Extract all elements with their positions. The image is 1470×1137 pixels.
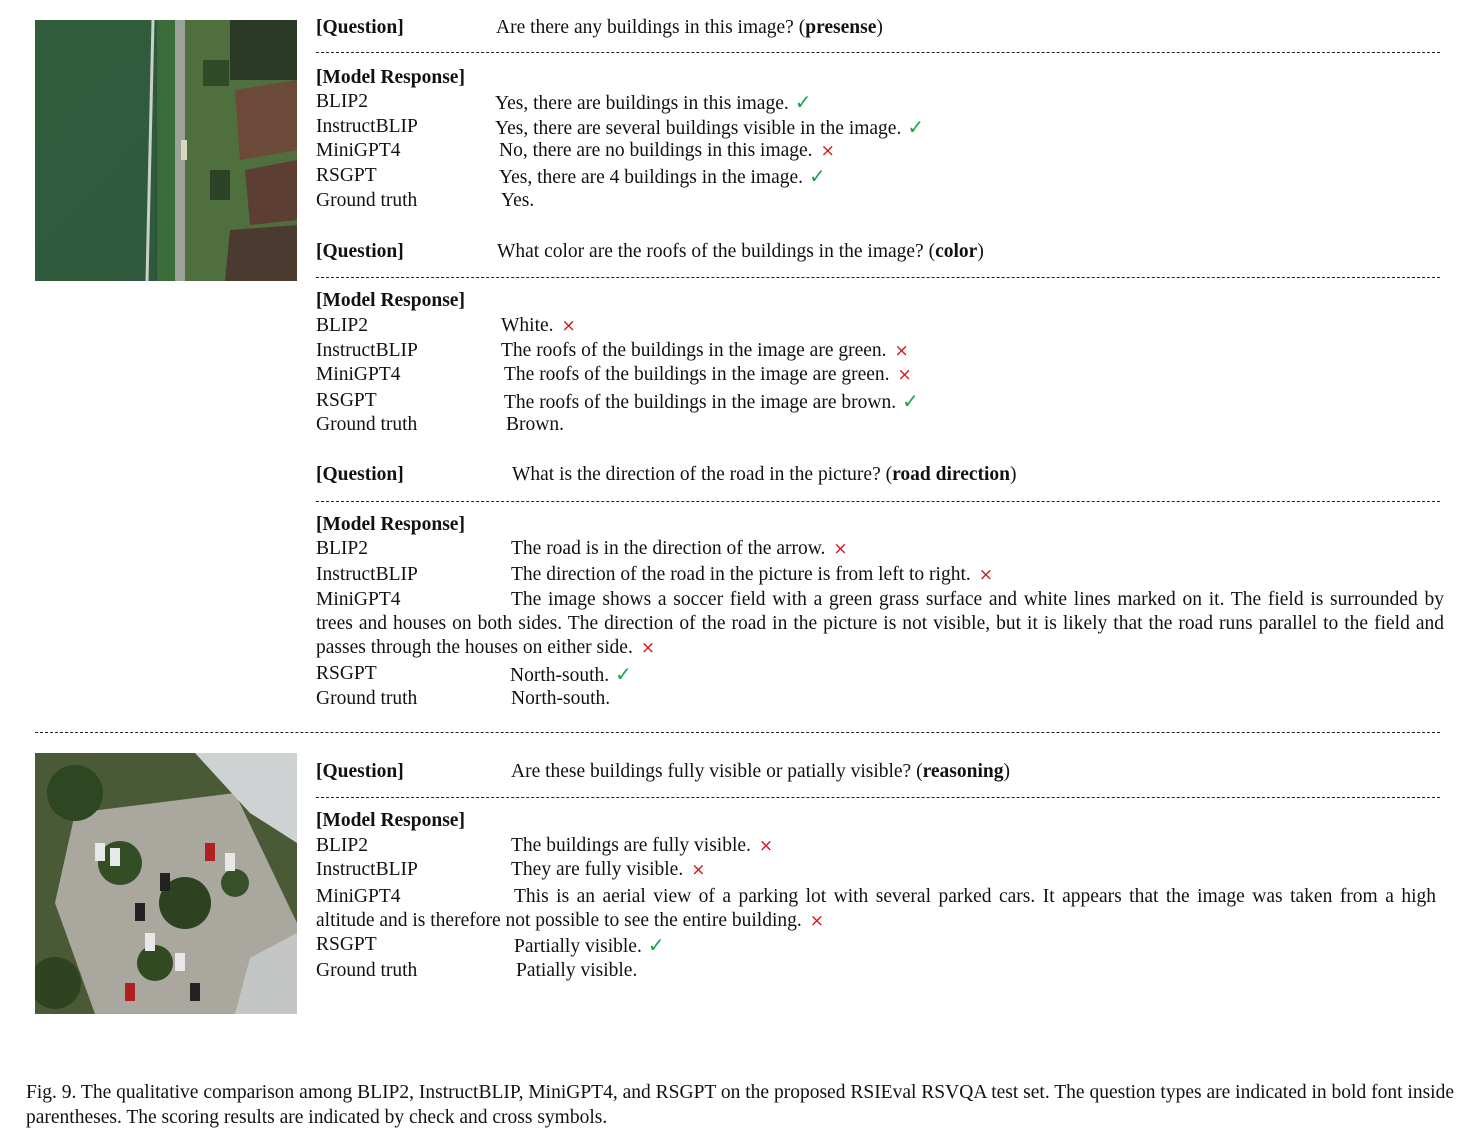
model-answer: White. ×: [501, 315, 576, 336]
check-icon: ✓: [809, 164, 826, 188]
cross-icon: ×: [820, 141, 835, 161]
model-name: BLIP2: [316, 538, 369, 559]
divider: [316, 52, 1440, 53]
cross-icon: ×: [894, 341, 909, 361]
model-name: InstructBLIP: [316, 116, 418, 137]
check-icon: ✓: [907, 115, 925, 139]
model-name: MiniGPT4: [316, 589, 401, 610]
model-name: RSGPT: [316, 165, 377, 186]
model-name: InstructBLIP: [316, 340, 418, 361]
model-answer: They are fully visible. ×: [511, 859, 706, 880]
divider: [316, 277, 1440, 278]
cross-icon: ×: [691, 860, 706, 880]
model-answer-long: MiniGPT4 This is an aerial view of a parking lot with several parked cars. It appears that the image was taken from a high altitude and is therefore not possible to see the entire building. ×: [316, 886, 1436, 931]
aerial-image-soccer-field: [35, 20, 297, 281]
section-separator: [35, 732, 1440, 733]
check-icon: ✓: [647, 933, 665, 957]
model-response-label: [Model Response]: [316, 290, 465, 311]
question-type: road direction: [892, 464, 1011, 485]
cross-icon: ×: [833, 539, 848, 559]
question-type: reasoning: [922, 761, 1004, 782]
question-type: color: [935, 241, 978, 262]
model-name: Ground truth: [316, 414, 418, 435]
model-answer: The buildings are fully visible. ×: [511, 835, 774, 856]
question-type: presense: [805, 17, 877, 38]
cross-icon: ×: [978, 565, 993, 585]
model-answer: The direction of the road in the picture is from left to right. ×: [511, 564, 993, 585]
model-answer: Yes, there are 4 buildings in the image. ✓: [499, 164, 826, 188]
model-answer: The roofs of the buildings in the image are green. ×: [504, 364, 912, 385]
check-icon: ✓: [615, 662, 632, 686]
question-label: [Question]: [316, 17, 404, 38]
model-answer: Partially visible. ✓: [514, 933, 665, 957]
model-response-label: [Model Response]: [316, 810, 465, 831]
model-name: RSGPT: [316, 934, 377, 955]
model-name: InstructBLIP: [316, 859, 418, 880]
model-name: InstructBLIP: [316, 564, 418, 585]
model-name: RSGPT: [316, 663, 377, 684]
model-name: MiniGPT4: [316, 364, 401, 385]
divider: [316, 501, 1440, 502]
check-icon: ✓: [794, 90, 812, 114]
cross-icon: ×: [758, 836, 774, 856]
check-icon: ✓: [902, 389, 919, 413]
model-answer: Yes, there are several buildings visible in the image. ✓: [495, 115, 925, 139]
model-answer: North-south. ✓: [510, 662, 632, 686]
model-name: MiniGPT4: [316, 886, 401, 907]
model-answer: The roofs of the buildings in the image are brown. ✓: [504, 389, 919, 413]
model-response-label: [Model Response]: [316, 514, 465, 535]
question-label: [Question]: [316, 761, 404, 782]
model-answer: Yes, there are buildings in this image. ✓: [495, 90, 812, 114]
model-name: BLIP2: [316, 315, 369, 336]
question-text: What is the direction of the road in the picture? (road direction): [512, 464, 1017, 485]
model-name: BLIP2: [316, 835, 369, 856]
model-name: Ground truth: [316, 688, 418, 709]
cross-icon: ×: [897, 365, 912, 385]
ground-truth-answer: Brown.: [506, 414, 564, 435]
model-name: RSGPT: [316, 390, 377, 411]
cross-icon: ×: [561, 316, 576, 336]
cross-icon: ×: [640, 638, 656, 658]
ground-truth-answer: Yes.: [501, 190, 535, 211]
model-name: Ground truth: [316, 960, 418, 981]
model-answer-long: MiniGPT4 The image shows a soccer field with a green grass surface and white lines marked on it. The field is surrounded by trees and houses on both sides. The direction of the road in the picture is not visible, but it is likely that the road runs parallel to the field and passes through the houses on either side. ×: [316, 589, 1444, 658]
model-answer: The road is in the direction of the arrow. ×: [511, 538, 848, 559]
question-text: What color are the roofs of the buildings in the image? (color): [497, 241, 984, 262]
aerial-image-parking-lot: [35, 753, 297, 1014]
model-name: Ground truth: [316, 190, 418, 211]
question-label: [Question]: [316, 241, 404, 262]
figure-caption: Fig. 9. The qualitative comparison among BLIP2, InstructBLIP, MiniGPT4, and RSGPT on the proposed RSIEval RSVQA test set. The question types are indicated in bold font inside parentheses. The scoring results are indicated by check and cross symbols.: [26, 1082, 1454, 1128]
model-name: BLIP2: [316, 91, 369, 112]
model-answer: The roofs of the buildings in the image are green. ×: [501, 340, 909, 361]
question-label: [Question]: [316, 464, 404, 485]
cross-icon: ×: [809, 911, 824, 931]
ground-truth-answer: North-south.: [511, 688, 611, 709]
question-text: Are these buildings fully visible or patially visible? (reasoning): [511, 761, 1010, 782]
model-answer: No, there are no buildings in this image. ×: [499, 140, 835, 161]
model-name: MiniGPT4: [316, 140, 401, 161]
divider: [316, 797, 1440, 798]
model-response-label: [Model Response]: [316, 67, 465, 88]
ground-truth-answer: Patially visible.: [516, 960, 638, 981]
question-text: Are there any buildings in this image? (presense): [496, 17, 883, 38]
